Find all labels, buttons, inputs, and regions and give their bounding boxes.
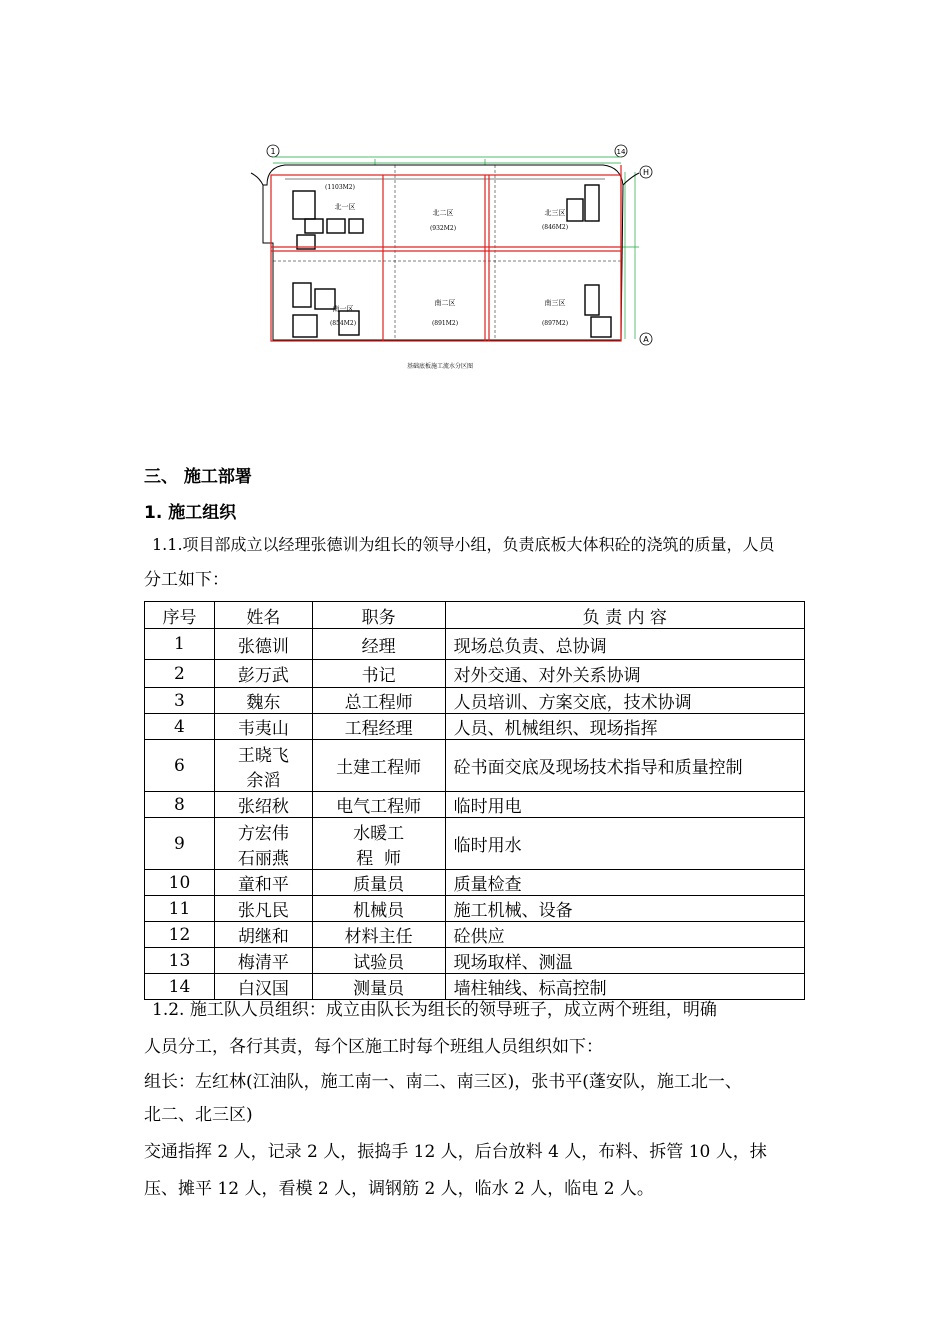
cell-name (214, 818, 312, 870)
cell-name: 梅清平 (214, 948, 312, 974)
header-role: 职务 (312, 602, 445, 629)
table-row (145, 974, 805, 1000)
axis-bubble-top (640, 166, 652, 178)
cell-no: 1 (145, 629, 215, 660)
cell-role-line-2: 程 师 (356, 848, 402, 869)
zone-2-area: (932M2) (429, 225, 457, 232)
svg-text:1: 1 (270, 147, 276, 156)
cell-role (312, 818, 445, 870)
cell-role: 测量员 (312, 974, 445, 1000)
drawing-caption: 基础底板施工流水分区图 (406, 363, 474, 370)
header-duty: 负 责 内 容 (445, 602, 804, 629)
cell-duty: 人员、机械组织、现场指挥 (445, 714, 804, 740)
cell-role: 土建工程师 (312, 740, 445, 792)
table-row (145, 660, 805, 688)
zone-6-area: (897M2) (541, 320, 569, 327)
axis-bubble-left (267, 145, 279, 157)
cell-name-line-1: 方宏伟 (237, 823, 289, 844)
subsection-title: 1. 施工组织 (144, 503, 237, 523)
cell-name: 张绍秋 (214, 792, 312, 818)
table-row (145, 629, 805, 660)
cell-role: 质量员 (312, 870, 445, 896)
header-name: 姓名 (214, 602, 312, 629)
cell-no: 12 (145, 922, 215, 948)
team-line-3: 组长：左红林(江油队，施工南一、南二、南三区)，张书平(蓬安队，施工北一、 (144, 1072, 742, 1092)
cell-no: 6 (145, 740, 215, 792)
cell-no: 8 (145, 792, 215, 818)
table-row (145, 714, 805, 740)
cell-name: 胡继和 (214, 922, 312, 948)
team-line-5: 交通指挥 2 人，记录 2 人，振捣手 12 人，后台放料 4 人，布料、拆管 10 人，抹 (144, 1142, 767, 1162)
svg-text:H: H (642, 168, 650, 177)
staff-table (144, 601, 805, 1000)
table-row (145, 896, 805, 922)
cell-role: 总工程师 (312, 688, 445, 714)
cell-no: 14 (145, 974, 215, 1000)
cell-no: 2 (145, 660, 215, 688)
table-row (145, 818, 805, 870)
section-title: 三、 施工部署 (144, 467, 252, 487)
cell-role: 工程经理 (312, 714, 445, 740)
cell-duty: 施工机械、设备 (445, 896, 804, 922)
header-no: 序号 (145, 602, 215, 629)
zone-5-name: 南二区 (434, 299, 456, 307)
axis-bubble-right (615, 145, 627, 157)
cell-role: 机械员 (312, 896, 445, 922)
cell-no: 10 (145, 870, 215, 896)
table-header-row (145, 602, 805, 629)
cell-duty: 临时用水 (445, 818, 804, 870)
cell-no: 11 (145, 896, 215, 922)
cell-name: 张凡民 (214, 896, 312, 922)
cell-name-line-2: 余滔 (246, 770, 281, 791)
cell-name: 彭万武 (214, 660, 312, 688)
table-row (145, 740, 805, 792)
zone-5-area: (891M2) (431, 320, 459, 327)
team-line-1: 1.2. 施工队人员组织：成立由队长为组长的领导班子，成立两个班组，明确 (152, 1000, 717, 1020)
cell-name-line-2: 石丽燕 (237, 848, 289, 869)
cell-duty: 现场总负责、总协调 (445, 629, 804, 660)
zone-4-name: 南一区 (332, 305, 354, 313)
cell-role: 书记 (312, 660, 445, 688)
cell-duty: 人员培训、方案交底，技术协调 (445, 688, 804, 714)
cell-name: 白汉国 (214, 974, 312, 1000)
zone-3-name: 北三区 (544, 209, 566, 217)
cell-role-line-1: 水暖工 (353, 823, 405, 844)
team-line-4: 北二、北三区) (144, 1105, 253, 1125)
cell-duty: 砼书面交底及现场技术指导和质量控制 (445, 740, 804, 792)
cell-no: 4 (145, 714, 215, 740)
cell-role: 电气工程师 (312, 792, 445, 818)
zoning-drawing (245, 135, 665, 375)
axis-bubble-bottom (640, 333, 652, 345)
svg-text:14: 14 (616, 148, 626, 156)
zone-lines (271, 165, 621, 341)
cell-duty: 砼供应 (445, 922, 804, 948)
intro-line-2: 分工如下： (144, 570, 229, 590)
cell-name: 张德训 (214, 629, 312, 660)
zone-1-name: 北一区 (334, 203, 356, 211)
cell-duty: 墙柱轴线、标高控制 (445, 974, 804, 1000)
table-row (145, 870, 805, 896)
cell-role: 经理 (312, 629, 445, 660)
zone-1-area: (1103M2) (325, 184, 355, 191)
cell-no: 3 (145, 688, 215, 714)
zone-labels (325, 184, 568, 370)
cell-name: 韦夷山 (214, 714, 312, 740)
cell-duty: 现场取样、测温 (445, 948, 804, 974)
cell-duty: 对外交通、对外关系协调 (445, 660, 804, 688)
cell-name-line-1: 王晓飞 (237, 745, 289, 766)
table-row (145, 922, 805, 948)
cell-role: 试验员 (312, 948, 445, 974)
table-row (145, 688, 805, 714)
cell-duty: 质量检查 (445, 870, 804, 896)
table-row (145, 948, 805, 974)
cell-name: 童和平 (214, 870, 312, 896)
zone-6-name: 南三区 (544, 299, 566, 307)
zone-4-area: (854M2) (329, 320, 357, 327)
team-line-6: 压、摊平 12 人，看模 2 人，调钢筋 2 人，临水 2 人，临电 2 人。 (144, 1179, 654, 1199)
team-line-2: 人员分工，各行其责，每个区施工时每个班组人员组织如下： (144, 1037, 603, 1057)
svg-text:A: A (643, 335, 649, 344)
cell-duty: 临时用电 (445, 792, 804, 818)
cell-no: 13 (145, 948, 215, 974)
zone-3-area: (846M2) (541, 224, 569, 231)
cell-name (214, 740, 312, 792)
cell-no: 9 (145, 818, 215, 870)
zone-2-name: 北二区 (432, 209, 454, 217)
cell-role: 材料主任 (312, 922, 445, 948)
intro-line-1: 1.1.项目部成立以经理张德训为组长的领导小组，负责底板大体积砼的浇筑的质量，人员 (152, 535, 775, 554)
cell-name: 魏东 (214, 688, 312, 714)
table-row (145, 792, 805, 818)
